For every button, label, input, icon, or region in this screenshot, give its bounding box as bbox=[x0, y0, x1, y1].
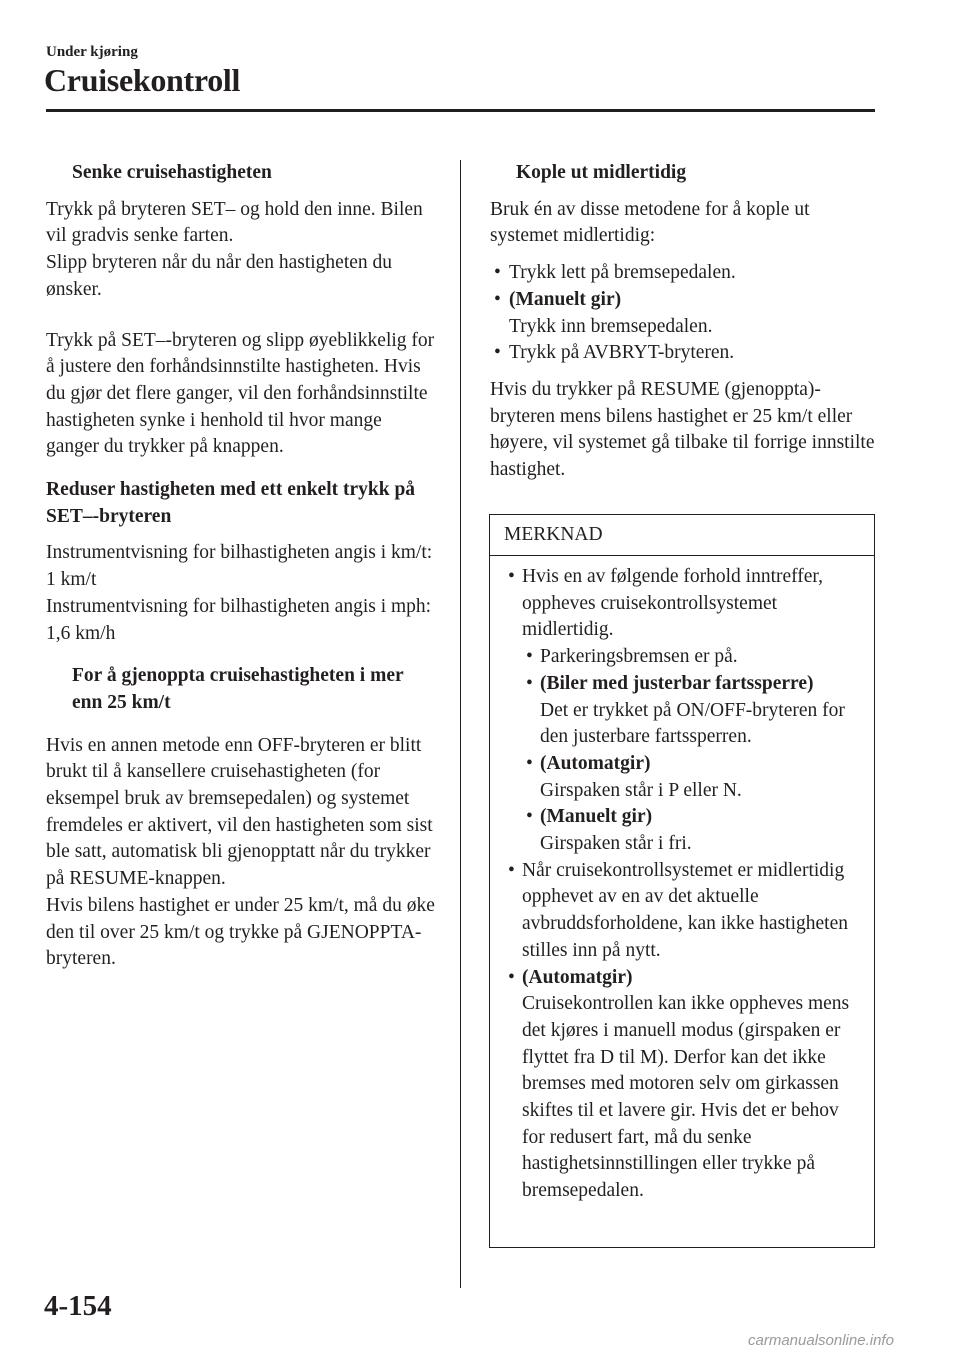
list-item: • Hvis en av følgende forhold inntreffer, oppheves cruisekontrollsystemet midlertidig. • Parkeringsbremsen er på. • (Biler med justerbar fartssperre) Det er trykket på ON/OFF-bryteren for den justerbare fartssperren. • (Automatgir) Girspaken står i P eller N. • (Manuelt gir) Girspaken står i fri. bbox=[504, 564, 862, 858]
paragraph: Instrumentvisning for bilhastigheten angis i km/t: 1 km/t bbox=[46, 542, 433, 591]
list-item: • (Manuelt gir) Trykk inn bremsepedalen. bbox=[494, 288, 713, 337]
paragraph: Hvis du trykker på RESUME (gjenoppta)-bryteren mens bilens hastighet er 25 km/t eller høyere, vil systemet gå tilbake til forrige innstilte hastighet. bbox=[490, 378, 875, 481]
bullet-dot-icon: • bbox=[494, 262, 501, 284]
list-item: • Trykk lett på bremsepedalen. bbox=[490, 260, 876, 287]
bullet-dot-icon: • bbox=[526, 646, 533, 668]
bullet-dot-icon: • bbox=[508, 859, 515, 881]
list-item: • Når cruisekontrollsystemet er midlertidig opphevet av en av det aktuelle avbruddsforholdene, kan ikke hastigheten stilles inn på nytt. bbox=[508, 859, 848, 961]
column-divider bbox=[460, 160, 461, 1288]
paragraph: Hvis bilens hastighet er under 25 km/t, må du øke den til over 25 km/t og trykke på GJENOPPTA-bryteren. bbox=[46, 894, 435, 970]
left-column bbox=[46, 160, 438, 973]
heading-lower-speed: Senke cruisehastigheten bbox=[72, 162, 272, 183]
page-title: Cruisekontroll bbox=[44, 62, 241, 98]
paragraph: Slipp bryteren når du når den hastigheten du ønsker. bbox=[46, 252, 393, 300]
page-number: 4-154 bbox=[44, 1290, 112, 1322]
paragraph: Hvis en annen metode enn OFF-bryteren er blitt brukt til å kansellere cruisehastigheten (for eksempel bruk av bremsepedalen) og systemet fremdeles er aktivert, vil den hastigheten som sist ble satt, automatisk bli gjenopptatt når du trykker på RESUME-knappen. bbox=[46, 734, 433, 890]
heading-disengage: Kople ut midlertidig bbox=[516, 162, 687, 183]
paragraph: Trykk på SET–-bryteren og slipp øyeblikkelig for å justere den forhåndsinnstilte hastigheten. Hvis du gjør det flere ganger, vil den forhåndsinnstilte hastigheten synke i henhold til hvor mange ganger du trykker på knappen. bbox=[46, 329, 435, 458]
list-item: • (Automatgir) Girspaken står i P eller N. bbox=[526, 752, 742, 801]
bullet-dot-icon: • bbox=[526, 672, 533, 694]
right-column bbox=[490, 160, 876, 484]
list-item: • (Biler med justerbar fartssperre) Det er trykket på ON/OFF-bryteren for den justerbare fartssperren. bbox=[526, 672, 845, 748]
watermark-link[interactable]: carmanualsonline.info bbox=[748, 1332, 894, 1349]
paragraph: Trykk på bryteren SET– og hold den inne. Bilen vil gradvis senke farten. bbox=[46, 198, 423, 247]
paragraph: Bruk én av disse metodene for å kople ut systemet midlertidig: bbox=[490, 198, 810, 247]
disengage-list bbox=[490, 260, 876, 367]
bullet-dot-icon: • bbox=[508, 966, 515, 988]
heading-single-press: Reduser hastigheten med ett enkelt trykk på SET–-bryteren bbox=[46, 479, 416, 527]
section-label: Under kjøring bbox=[46, 44, 138, 60]
list-item: • (Automatgir) Cruisekontrollen kan ikke oppheves mens det kjøres i manuell modus (girspaken er flyttet fra D til M). Derfor kan det ikke bremses med motoren selv om girkassen skiftes til et lavere gir. Hvis det er behov for redusert fart, må du senke hastighetsinnstillingen eller trykke på bremsepedalen. bbox=[508, 966, 850, 1202]
note-list bbox=[504, 564, 862, 1205]
bullet-dot-icon: • bbox=[494, 342, 501, 364]
list-item: • Trykk på AVBRYT-bryteren. bbox=[490, 340, 876, 367]
note-title: MERKNAD bbox=[490, 515, 874, 556]
bullet-dot-icon: • bbox=[508, 566, 515, 587]
list-item: • (Manuelt gir) Girspaken står i fri. bbox=[526, 806, 692, 855]
note-box bbox=[489, 514, 875, 1248]
note-sublist bbox=[522, 644, 862, 858]
paragraph: Instrumentvisning for bilhastigheten angis i mph: 1,6 km/h bbox=[46, 595, 432, 644]
bullet-dot-icon: • bbox=[494, 288, 501, 310]
bullet-dot-icon: • bbox=[526, 806, 533, 828]
title-rule bbox=[46, 109, 875, 112]
heading-resume-speed: For å gjenoppta cruisehastigheten i mer enn 25 km/t bbox=[72, 665, 404, 713]
bullet-dot-icon: • bbox=[526, 752, 533, 774]
list-item: • Parkeringsbremsen er på. bbox=[522, 644, 862, 671]
